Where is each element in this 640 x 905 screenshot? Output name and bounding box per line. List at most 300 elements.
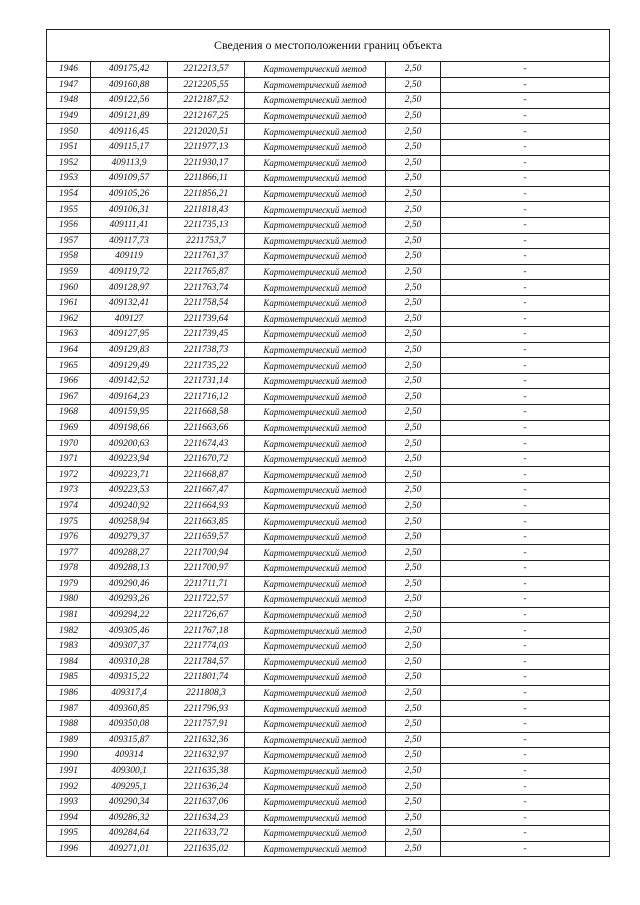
point-number: 1954	[47, 186, 91, 202]
coordinate-x: 409198,66	[91, 420, 168, 436]
coordinate-x: 409127,95	[91, 327, 168, 343]
coordinate-y: 2211784,57	[168, 654, 245, 670]
description-cell: -	[441, 654, 610, 670]
method-cell: Картометрический метод	[245, 826, 386, 842]
coordinate-x: 409116,45	[91, 124, 168, 140]
description-cell: -	[441, 529, 610, 545]
coordinate-x: 409315,22	[91, 670, 168, 686]
table-title: Сведения о местоположении границ объекта	[47, 30, 610, 62]
coordinate-y: 2211767,18	[168, 623, 245, 639]
method-cell: Картометрический метод	[245, 233, 386, 249]
accuracy-cell: 2,50	[386, 327, 441, 343]
description-cell: -	[441, 607, 610, 623]
point-number: 1962	[47, 311, 91, 327]
description-cell: -	[441, 295, 610, 311]
description-cell: -	[441, 327, 610, 343]
accuracy-cell: 2,50	[386, 826, 441, 842]
coordinate-y: 2211856,21	[168, 186, 245, 202]
coordinate-x: 409117,73	[91, 233, 168, 249]
method-cell: Картометрический метод	[245, 311, 386, 327]
accuracy-cell: 2,50	[386, 108, 441, 124]
method-cell: Картометрический метод	[245, 654, 386, 670]
point-number: 1966	[47, 373, 91, 389]
description-cell: -	[441, 810, 610, 826]
coordinate-y: 2211796,93	[168, 701, 245, 717]
description-cell: -	[441, 249, 610, 265]
description-cell: -	[441, 358, 610, 374]
coordinate-x: 409290,46	[91, 576, 168, 592]
accuracy-cell: 2,50	[386, 93, 441, 109]
method-cell: Картометрический метод	[245, 217, 386, 233]
description-cell: -	[441, 545, 610, 561]
point-number: 1949	[47, 108, 91, 124]
point-number: 1996	[47, 841, 91, 857]
coordinate-y: 2211700,97	[168, 561, 245, 577]
description-cell: -	[441, 311, 610, 327]
point-number: 1990	[47, 748, 91, 764]
table-row	[47, 623, 610, 639]
accuracy-cell: 2,50	[386, 779, 441, 795]
method-cell: Картометрический метод	[245, 638, 386, 654]
description-cell: -	[441, 779, 610, 795]
table-row	[47, 139, 610, 155]
coordinate-x: 409105,26	[91, 186, 168, 202]
table-row	[47, 592, 610, 608]
method-cell: Картометрический метод	[245, 607, 386, 623]
method-cell: Картометрический метод	[245, 342, 386, 358]
accuracy-cell: 2,50	[386, 373, 441, 389]
description-cell: -	[441, 732, 610, 748]
point-number: 1972	[47, 467, 91, 483]
description-cell: -	[441, 202, 610, 218]
table-row	[47, 186, 610, 202]
accuracy-cell: 2,50	[386, 233, 441, 249]
accuracy-cell: 2,50	[386, 841, 441, 857]
accuracy-cell: 2,50	[386, 467, 441, 483]
table-row	[47, 561, 610, 577]
coordinate-x: 409129,83	[91, 342, 168, 358]
table-row	[47, 638, 610, 654]
method-cell: Картометрический метод	[245, 108, 386, 124]
accuracy-cell: 2,50	[386, 77, 441, 93]
table-row	[47, 763, 610, 779]
description-cell: -	[441, 670, 610, 686]
description-cell: -	[441, 763, 610, 779]
coordinate-x: 409279,37	[91, 529, 168, 545]
method-cell: Картометрический метод	[245, 327, 386, 343]
coordinate-x: 409106,31	[91, 202, 168, 218]
table-row	[47, 62, 610, 78]
accuracy-cell: 2,50	[386, 311, 441, 327]
accuracy-cell: 2,50	[386, 280, 441, 296]
table-row	[47, 327, 610, 343]
description-cell: -	[441, 561, 610, 577]
coordinate-y: 2211700,94	[168, 545, 245, 561]
accuracy-cell: 2,50	[386, 171, 441, 187]
coordinate-y: 2211634,23	[168, 810, 245, 826]
accuracy-cell: 2,50	[386, 654, 441, 670]
coordinate-y: 2211663,66	[168, 420, 245, 436]
coordinate-x: 409315,87	[91, 732, 168, 748]
method-cell: Картометрический метод	[245, 93, 386, 109]
method-cell: Картометрический метод	[245, 529, 386, 545]
table-row	[47, 249, 610, 265]
point-number: 1948	[47, 93, 91, 109]
boundary-coordinates-table	[46, 29, 610, 857]
description-cell: -	[441, 685, 610, 701]
coordinate-y: 2211726,67	[168, 607, 245, 623]
coordinate-y: 2211808,3	[168, 685, 245, 701]
table-row	[47, 108, 610, 124]
point-number: 1947	[47, 77, 91, 93]
table-row	[47, 794, 610, 810]
point-number: 1967	[47, 389, 91, 405]
coordinate-x: 409258,94	[91, 514, 168, 530]
table-row	[47, 779, 610, 795]
table-row	[47, 841, 610, 857]
method-cell: Картометрический метод	[245, 420, 386, 436]
accuracy-cell: 2,50	[386, 295, 441, 311]
description-cell: -	[441, 171, 610, 187]
coordinate-x: 409286,32	[91, 810, 168, 826]
accuracy-cell: 2,50	[386, 451, 441, 467]
point-number: 1953	[47, 171, 91, 187]
coordinate-x: 409122,56	[91, 93, 168, 109]
coordinate-y: 2211930,17	[168, 155, 245, 171]
method-cell: Картометрический метод	[245, 763, 386, 779]
coordinate-x: 409200,63	[91, 436, 168, 452]
coordinate-x: 409159,95	[91, 405, 168, 421]
coordinate-y: 2211722,57	[168, 592, 245, 608]
point-number: 1975	[47, 514, 91, 530]
point-number: 1985	[47, 670, 91, 686]
method-cell: Картометрический метод	[245, 249, 386, 265]
method-cell: Картометрический метод	[245, 202, 386, 218]
coordinate-x: 409290,34	[91, 794, 168, 810]
table-row	[47, 124, 610, 140]
method-cell: Картометрический метод	[245, 810, 386, 826]
description-cell: -	[441, 436, 610, 452]
method-cell: Картометрический метод	[245, 186, 386, 202]
coordinate-y: 2211668,58	[168, 405, 245, 421]
coordinate-y: 2211667,47	[168, 483, 245, 499]
table-row	[47, 529, 610, 545]
method-cell: Картометрический метод	[245, 670, 386, 686]
accuracy-cell: 2,50	[386, 607, 441, 623]
point-number: 1957	[47, 233, 91, 249]
description-cell: -	[441, 592, 610, 608]
method-cell: Картометрический метод	[245, 794, 386, 810]
table-row	[47, 748, 610, 764]
table-body	[47, 62, 610, 857]
accuracy-cell: 2,50	[386, 529, 441, 545]
table-row	[47, 171, 610, 187]
table-row	[47, 358, 610, 374]
coordinate-y: 2211731,14	[168, 373, 245, 389]
method-cell: Картометрический метод	[245, 545, 386, 561]
method-cell: Картометрический метод	[245, 405, 386, 421]
accuracy-cell: 2,50	[386, 810, 441, 826]
coordinate-x: 409121,89	[91, 108, 168, 124]
point-number: 1969	[47, 420, 91, 436]
coordinate-y: 2211636,24	[168, 779, 245, 795]
coordinate-y: 2212020,51	[168, 124, 245, 140]
point-number: 1973	[47, 483, 91, 499]
table-row	[47, 389, 610, 405]
table-row	[47, 295, 610, 311]
coordinate-y: 2211674,43	[168, 436, 245, 452]
table-row	[47, 233, 610, 249]
table-row	[47, 373, 610, 389]
description-cell: -	[441, 233, 610, 249]
method-cell: Картометрический метод	[245, 295, 386, 311]
point-number: 1978	[47, 561, 91, 577]
coordinate-y: 2211774,03	[168, 638, 245, 654]
accuracy-cell: 2,50	[386, 576, 441, 592]
method-cell: Картометрический метод	[245, 436, 386, 452]
coordinate-x: 409294,22	[91, 607, 168, 623]
coordinate-x: 409115,17	[91, 139, 168, 155]
point-number: 1983	[47, 638, 91, 654]
point-number: 1951	[47, 139, 91, 155]
method-cell: Картометрический метод	[245, 561, 386, 577]
method-cell: Картометрический метод	[245, 498, 386, 514]
method-cell: Картометрический метод	[245, 389, 386, 405]
coordinate-y: 2211763,74	[168, 280, 245, 296]
table-row	[47, 810, 610, 826]
point-number: 1968	[47, 405, 91, 421]
coordinate-x: 409223,94	[91, 451, 168, 467]
accuracy-cell: 2,50	[386, 701, 441, 717]
point-number: 1958	[47, 249, 91, 265]
accuracy-cell: 2,50	[386, 748, 441, 764]
point-number: 1961	[47, 295, 91, 311]
accuracy-cell: 2,50	[386, 389, 441, 405]
point-number: 1964	[47, 342, 91, 358]
coordinate-y: 2211765,87	[168, 264, 245, 280]
table-row	[47, 514, 610, 530]
description-cell: -	[441, 280, 610, 296]
description-cell: -	[441, 794, 610, 810]
table-row	[47, 607, 610, 623]
coordinate-y: 2211637,06	[168, 794, 245, 810]
description-cell: -	[441, 623, 610, 639]
table-row	[47, 202, 610, 218]
description-cell: -	[441, 373, 610, 389]
coordinate-x: 409119	[91, 249, 168, 265]
accuracy-cell: 2,50	[386, 264, 441, 280]
coordinate-y: 2211735,13	[168, 217, 245, 233]
coordinate-y: 2212187,52	[168, 93, 245, 109]
coordinate-y: 2211739,64	[168, 311, 245, 327]
coordinate-y: 2211633,72	[168, 826, 245, 842]
point-number: 1971	[47, 451, 91, 467]
accuracy-cell: 2,50	[386, 483, 441, 499]
description-cell: -	[441, 155, 610, 171]
description-cell: -	[441, 748, 610, 764]
coordinate-x: 409350,08	[91, 716, 168, 732]
method-cell: Картометрический метод	[245, 748, 386, 764]
coordinate-y: 2212167,25	[168, 108, 245, 124]
method-cell: Картометрический метод	[245, 124, 386, 140]
table-header-row	[47, 30, 610, 62]
description-cell: -	[441, 124, 610, 140]
coordinate-y: 2211738,73	[168, 342, 245, 358]
table-row	[47, 77, 610, 93]
coordinate-x: 409129,49	[91, 358, 168, 374]
coordinate-y: 2211670,72	[168, 451, 245, 467]
coordinate-y: 2211866,11	[168, 171, 245, 187]
table-row	[47, 685, 610, 701]
point-number: 1981	[47, 607, 91, 623]
point-number: 1992	[47, 779, 91, 795]
accuracy-cell: 2,50	[386, 249, 441, 265]
description-cell: -	[441, 93, 610, 109]
coordinate-x: 409175,42	[91, 62, 168, 78]
coordinate-x: 409293,26	[91, 592, 168, 608]
coordinate-x: 409164,23	[91, 389, 168, 405]
description-cell: -	[441, 483, 610, 499]
table-row	[47, 545, 610, 561]
point-number: 1993	[47, 794, 91, 810]
point-number: 1988	[47, 716, 91, 732]
point-number: 1982	[47, 623, 91, 639]
coordinate-x: 409111,41	[91, 217, 168, 233]
coordinate-y: 2211635,38	[168, 763, 245, 779]
coordinate-x: 409128,97	[91, 280, 168, 296]
coordinate-y: 2211753,7	[168, 233, 245, 249]
point-number: 1970	[47, 436, 91, 452]
accuracy-cell: 2,50	[386, 405, 441, 421]
table-row	[47, 826, 610, 842]
coordinate-y: 2212205,55	[168, 77, 245, 93]
accuracy-cell: 2,50	[386, 139, 441, 155]
point-number: 1974	[47, 498, 91, 514]
method-cell: Картометрический метод	[245, 171, 386, 187]
point-number: 1955	[47, 202, 91, 218]
point-number: 1946	[47, 62, 91, 78]
description-cell: -	[441, 186, 610, 202]
description-cell: -	[441, 62, 610, 78]
coordinate-x: 409127	[91, 311, 168, 327]
description-cell: -	[441, 841, 610, 857]
description-cell: -	[441, 108, 610, 124]
method-cell: Картометрический метод	[245, 62, 386, 78]
description-cell: -	[441, 405, 610, 421]
method-cell: Картометрический метод	[245, 451, 386, 467]
coordinate-y: 2211664,93	[168, 498, 245, 514]
coordinate-y: 2211716,12	[168, 389, 245, 405]
coordinate-x: 409307,37	[91, 638, 168, 654]
method-cell: Картометрический метод	[245, 592, 386, 608]
coordinate-y: 2211739,45	[168, 327, 245, 343]
coordinate-x: 409360,85	[91, 701, 168, 717]
method-cell: Картометрический метод	[245, 576, 386, 592]
description-cell: -	[441, 77, 610, 93]
point-number: 1980	[47, 592, 91, 608]
point-number: 1989	[47, 732, 91, 748]
accuracy-cell: 2,50	[386, 155, 441, 171]
coordinate-x: 409310,28	[91, 654, 168, 670]
table-row	[47, 264, 610, 280]
table-row	[47, 654, 610, 670]
description-cell: -	[441, 217, 610, 233]
point-number: 1994	[47, 810, 91, 826]
coordinate-x: 409284,64	[91, 826, 168, 842]
point-number: 1986	[47, 685, 91, 701]
table-row	[47, 342, 610, 358]
point-number: 1952	[47, 155, 91, 171]
accuracy-cell: 2,50	[386, 763, 441, 779]
coordinate-y: 2211977,13	[168, 139, 245, 155]
description-cell: -	[441, 826, 610, 842]
coordinate-x: 409295,1	[91, 779, 168, 795]
method-cell: Картометрический метод	[245, 779, 386, 795]
description-cell: -	[441, 576, 610, 592]
description-cell: -	[441, 264, 610, 280]
coordinate-y: 2211757,91	[168, 716, 245, 732]
method-cell: Картометрический метод	[245, 841, 386, 857]
table-row	[47, 280, 610, 296]
accuracy-cell: 2,50	[386, 592, 441, 608]
method-cell: Картометрический метод	[245, 716, 386, 732]
description-cell: -	[441, 342, 610, 358]
coordinate-y: 2211735,22	[168, 358, 245, 374]
coordinate-x: 409317,4	[91, 685, 168, 701]
point-number: 1959	[47, 264, 91, 280]
table-row	[47, 483, 610, 499]
accuracy-cell: 2,50	[386, 498, 441, 514]
table-row	[47, 467, 610, 483]
accuracy-cell: 2,50	[386, 186, 441, 202]
point-number: 1987	[47, 701, 91, 717]
accuracy-cell: 2,50	[386, 436, 441, 452]
description-cell: -	[441, 701, 610, 717]
description-cell: -	[441, 389, 610, 405]
accuracy-cell: 2,50	[386, 685, 441, 701]
accuracy-cell: 2,50	[386, 545, 441, 561]
table-row	[47, 451, 610, 467]
table-row	[47, 732, 610, 748]
coordinate-y: 2211663,85	[168, 514, 245, 530]
coordinate-x: 409223,53	[91, 483, 168, 499]
method-cell: Картометрический метод	[245, 685, 386, 701]
coordinate-y: 2211818,43	[168, 202, 245, 218]
point-number: 1979	[47, 576, 91, 592]
coordinate-x: 409314	[91, 748, 168, 764]
coordinate-x: 409223,71	[91, 467, 168, 483]
coordinate-y: 2211801,74	[168, 670, 245, 686]
table-row	[47, 155, 610, 171]
accuracy-cell: 2,50	[386, 514, 441, 530]
method-cell: Картометрический метод	[245, 483, 386, 499]
coordinate-x: 409288,13	[91, 561, 168, 577]
description-cell: -	[441, 514, 610, 530]
accuracy-cell: 2,50	[386, 217, 441, 233]
accuracy-cell: 2,50	[386, 358, 441, 374]
method-cell: Картометрический метод	[245, 264, 386, 280]
coordinate-x: 409132,41	[91, 295, 168, 311]
method-cell: Картометрический метод	[245, 155, 386, 171]
point-number: 1963	[47, 327, 91, 343]
coordinate-x: 409109,57	[91, 171, 168, 187]
coordinate-x: 409160,88	[91, 77, 168, 93]
method-cell: Картометрический метод	[245, 732, 386, 748]
accuracy-cell: 2,50	[386, 716, 441, 732]
coordinate-x: 409113,9	[91, 155, 168, 171]
coordinate-y: 2211632,97	[168, 748, 245, 764]
point-number: 1956	[47, 217, 91, 233]
